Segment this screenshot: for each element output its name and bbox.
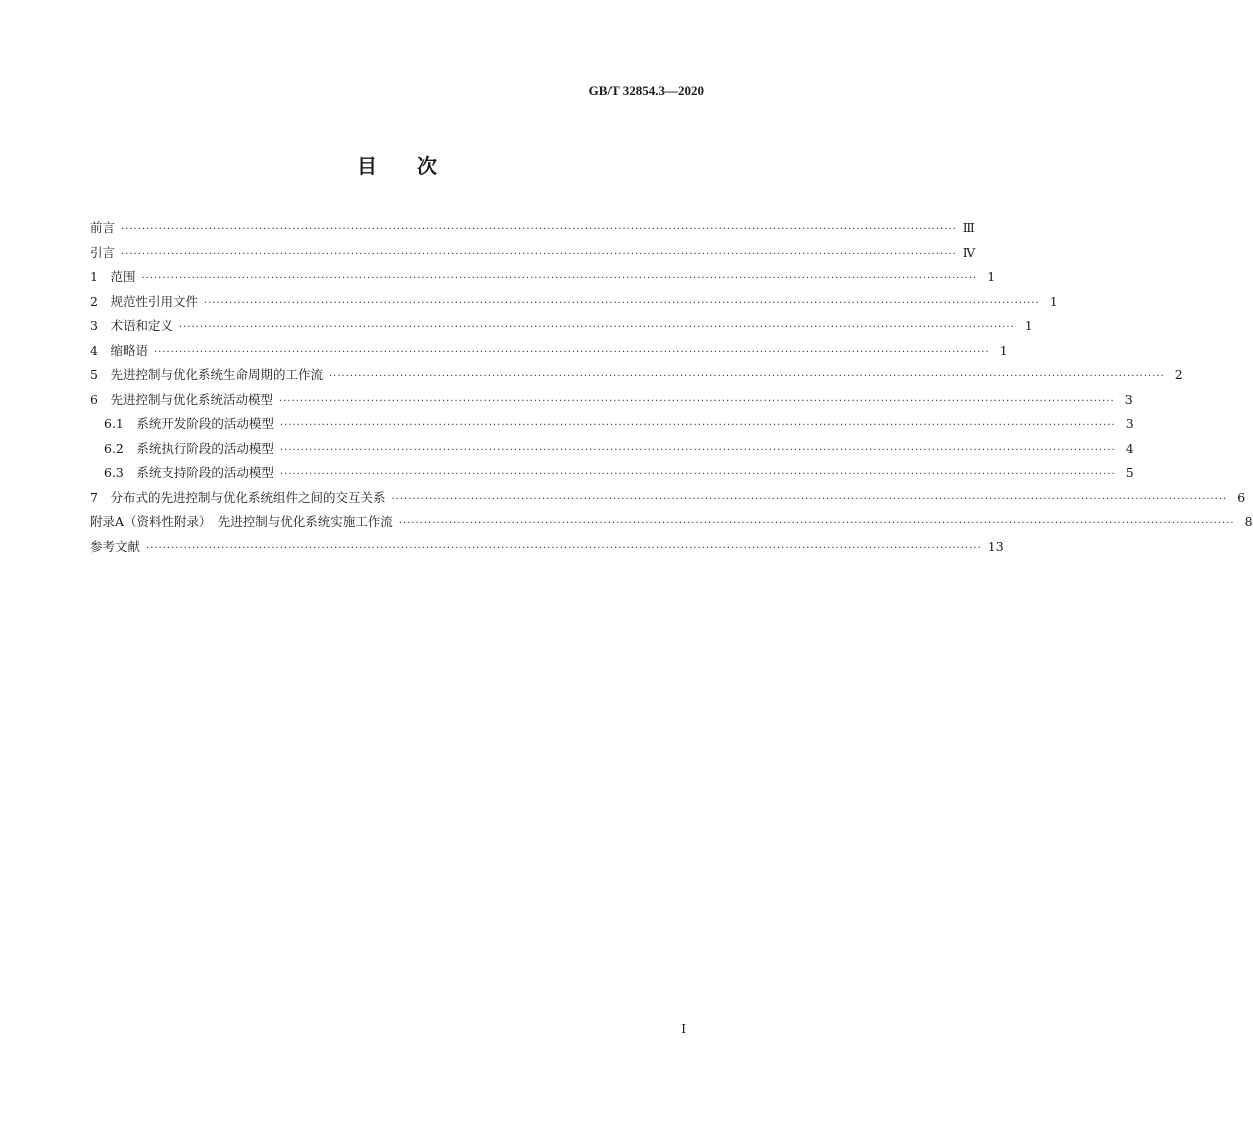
toc-entry[interactable] — [90, 314, 1033, 339]
toc-entry-label: 附录A（资料性附录） 先进控制与优化系统实施工作流 — [90, 514, 393, 529]
toc-entry[interactable] — [90, 461, 1134, 486]
toc-entry[interactable] — [90, 339, 1008, 364]
toc-entry-label: 4 缩略语 — [90, 342, 148, 358]
toc-dot-leader: ········································································································································································································ — [328, 371, 1165, 382]
toc-dot-leader: ········································································································································································································ — [203, 297, 1040, 309]
toc-dot-leader: ········································································································································································································ — [178, 322, 1015, 333]
toc-entry-page: 3 — [1124, 391, 1133, 407]
toc-entry-label: 6.1 系统开发阶段的活动模型 — [104, 416, 274, 431]
toc-entry[interactable] — [90, 437, 1134, 462]
toc-entry[interactable] — [90, 216, 975, 241]
toc-entry-page: 1 — [987, 269, 996, 284]
toc-entry-page: 5 — [1125, 465, 1134, 480]
toc-entry[interactable] — [90, 241, 976, 266]
toc-entry-label: 7 分布式的先进控制与优化系统组件之间的交互关系 — [90, 489, 386, 505]
toc-entry-page: 1 — [1024, 318, 1033, 333]
toc-entry[interactable] — [90, 265, 996, 290]
toc-entry-page: 4 — [1125, 440, 1134, 456]
toc-entry[interactable] — [90, 486, 1246, 511]
toc-entry-label: 3 术语和定义 — [90, 318, 173, 333]
table-of-contents — [90, 216, 1253, 559]
toc-entry-page: 2 — [1174, 367, 1183, 382]
toc-entry[interactable] — [90, 290, 1058, 315]
toc-entry-label: 1 范围 — [90, 269, 136, 284]
toc-dot-leader: ········································································································································································································ — [121, 248, 957, 260]
toc-entry-page: Ⅲ — [962, 220, 975, 235]
toc-dot-leader: ········································································································································································································ — [153, 346, 990, 358]
toc-entry[interactable] — [90, 510, 1253, 535]
toc-entry-page: 3 — [1125, 416, 1134, 431]
toc-entry[interactable] — [90, 412, 1134, 437]
toc-entry[interactable] — [90, 363, 1183, 388]
toc-dot-leader: ········································································································································································································ — [279, 444, 1116, 456]
toc-entry-page: 13 — [987, 538, 1004, 554]
page-title: 目次 — [357, 154, 477, 178]
toc-entry-label: 2 规范性引用文件 — [90, 293, 198, 309]
toc-dot-leader: ········································································································································································································ — [279, 469, 1116, 480]
toc-entry-page: Ⅳ — [962, 244, 976, 260]
toc-dot-leader: ········································································································································································································ — [391, 493, 1228, 505]
toc-entry[interactable] — [90, 388, 1133, 413]
toc-entry-label: 6.3 系统支持阶段的活动模型 — [104, 465, 274, 480]
toc-dot-leader: ········································································································································································································ — [121, 224, 957, 235]
toc-dot-leader: ········································································································································································································ — [279, 420, 1116, 431]
standard-code: GB/T 32854.3—2020 — [588, 83, 704, 98]
toc-entry-label: 参考文献 — [90, 538, 141, 554]
toc-entry-label: 前言 — [90, 220, 116, 235]
page-number: I — [681, 1022, 686, 1036]
toc-entry-label: 6 先进控制与优化系统活动模型 — [90, 391, 273, 407]
toc-dot-leader: ········································································································································································································ — [398, 518, 1235, 529]
toc-dot-leader: ········································································································································································································ — [146, 542, 982, 554]
toc-entry-page: 8 — [1244, 514, 1253, 529]
toc-entry-label: 6.2 系统执行阶段的活动模型 — [104, 440, 274, 456]
toc-entry-label: 5 先进控制与优化系统生命周期的工作流 — [90, 367, 323, 382]
toc-entry[interactable] — [90, 535, 1004, 560]
toc-dot-leader: ········································································································································································································ — [141, 273, 978, 284]
toc-entry-label: 引言 — [90, 244, 116, 260]
toc-entry-page: 6 — [1237, 489, 1246, 505]
toc-entry-page: 1 — [999, 342, 1008, 358]
toc-dot-leader: ········································································································································································································ — [278, 395, 1115, 407]
toc-entry-page: 1 — [1049, 293, 1058, 309]
